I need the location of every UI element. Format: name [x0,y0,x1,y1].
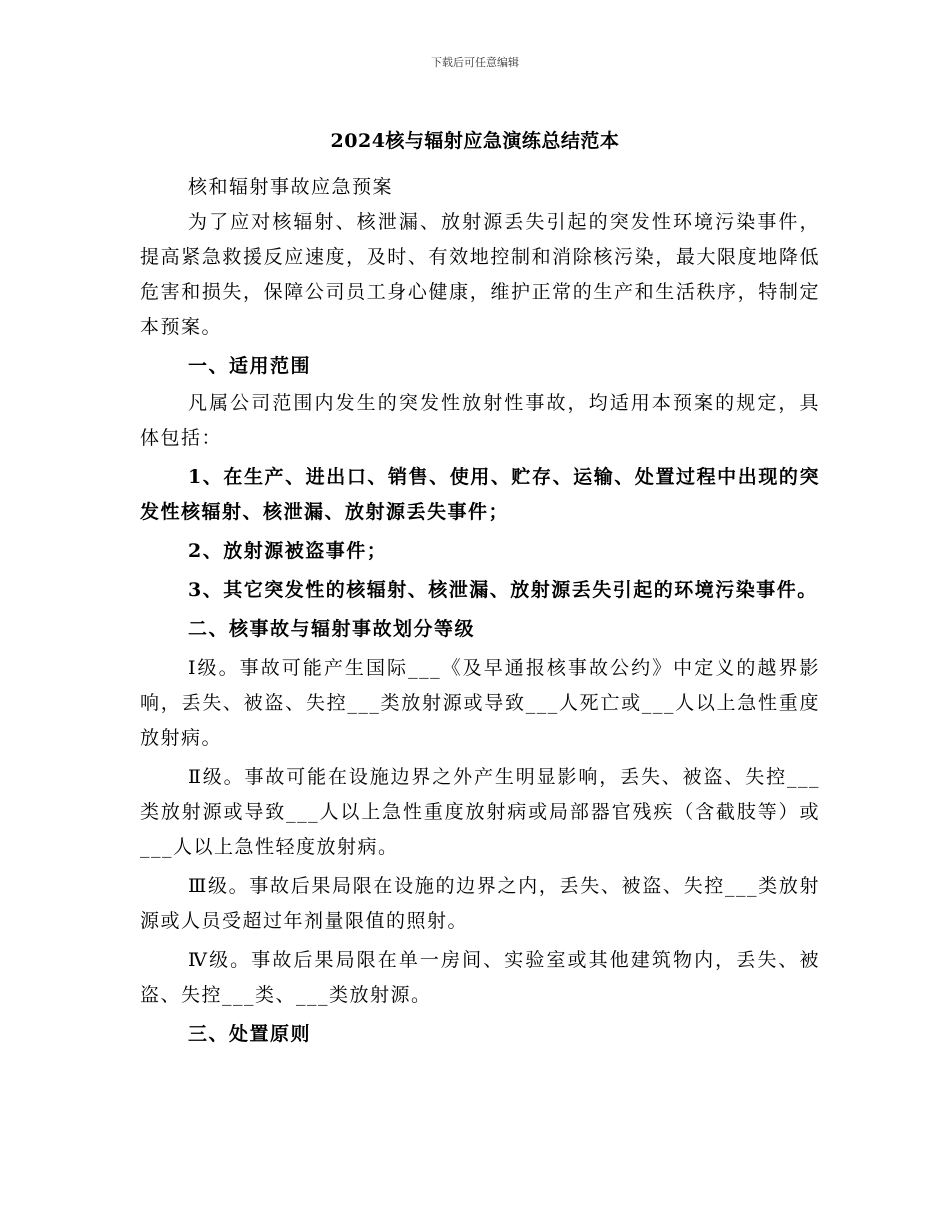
paragraph-level-2: Ⅱ级。事故可能在设施边界之外产生明显影响，丢失、被盗、失控___类放射源或导致___人以上急性重度放射病或局部器官残疾（含截肢等）或___人以上急性轻度放射病。 [140,766,820,858]
document-body [140,170,820,1052]
section-heading-scope: 一、适用范围 [188,355,312,377]
section-heading-principles: 三、处置原则 [188,1023,312,1045]
paragraph-level-1: Ⅰ级。事故可能产生国际___《及早通报核事故公约》中定义的越界影响，丢失、被盗、失控___类放射源或导致___人死亡或___人以上急性重度放射病。 [140,657,820,749]
paragraph-level-3: Ⅲ级。事故后果局限在设施的边界之内，丢失、被盗、失控___类放射源或人员受超过年剂量限值的照射。 [140,875,820,932]
paragraph-scope: 凡属公司范围内发生的突发性放射性事故，均适用本预案的规定，具体包括： [140,392,820,449]
document-title: 2024核与辐射应急演练总结范本 [330,130,620,152]
paragraph-level-4: Ⅳ级。事故后果局限在单一房间、实验室或其他建筑物内，丢失、被盗、失控___类、___类放射源。 [140,949,820,1006]
paragraph-intro-heading: 核和辐射事故应急预案 [188,176,394,198]
list-item-scope-2: 2、放射源被盗事件； [188,540,388,562]
paragraph-purpose: 为了应对核辐射、核泄漏、放射源丢失引起的突发性环境污染事件，提高紧急救援反应速度，及时、有效地控制和消除核污染，最大限度地降低危害和损失，保障公司员工身心健康，维护正常的生产和生活秩序，特制定本预案。 [140,211,820,338]
list-item-scope-3: 3、其它突发性的核辐射、核泄漏、放射源丢失引起的环境污染事件。 [188,579,818,601]
list-item-scope-1: 1、在生产、进出口、销售、使用、贮存、运输、处置过程中出现的突发性核辐射、核泄漏、放射源丢失事件； [140,466,820,523]
header-note: 下载后可任意编辑 [431,56,519,69]
section-heading-levels: 二、核事故与辐射事故划分等级 [188,618,476,640]
